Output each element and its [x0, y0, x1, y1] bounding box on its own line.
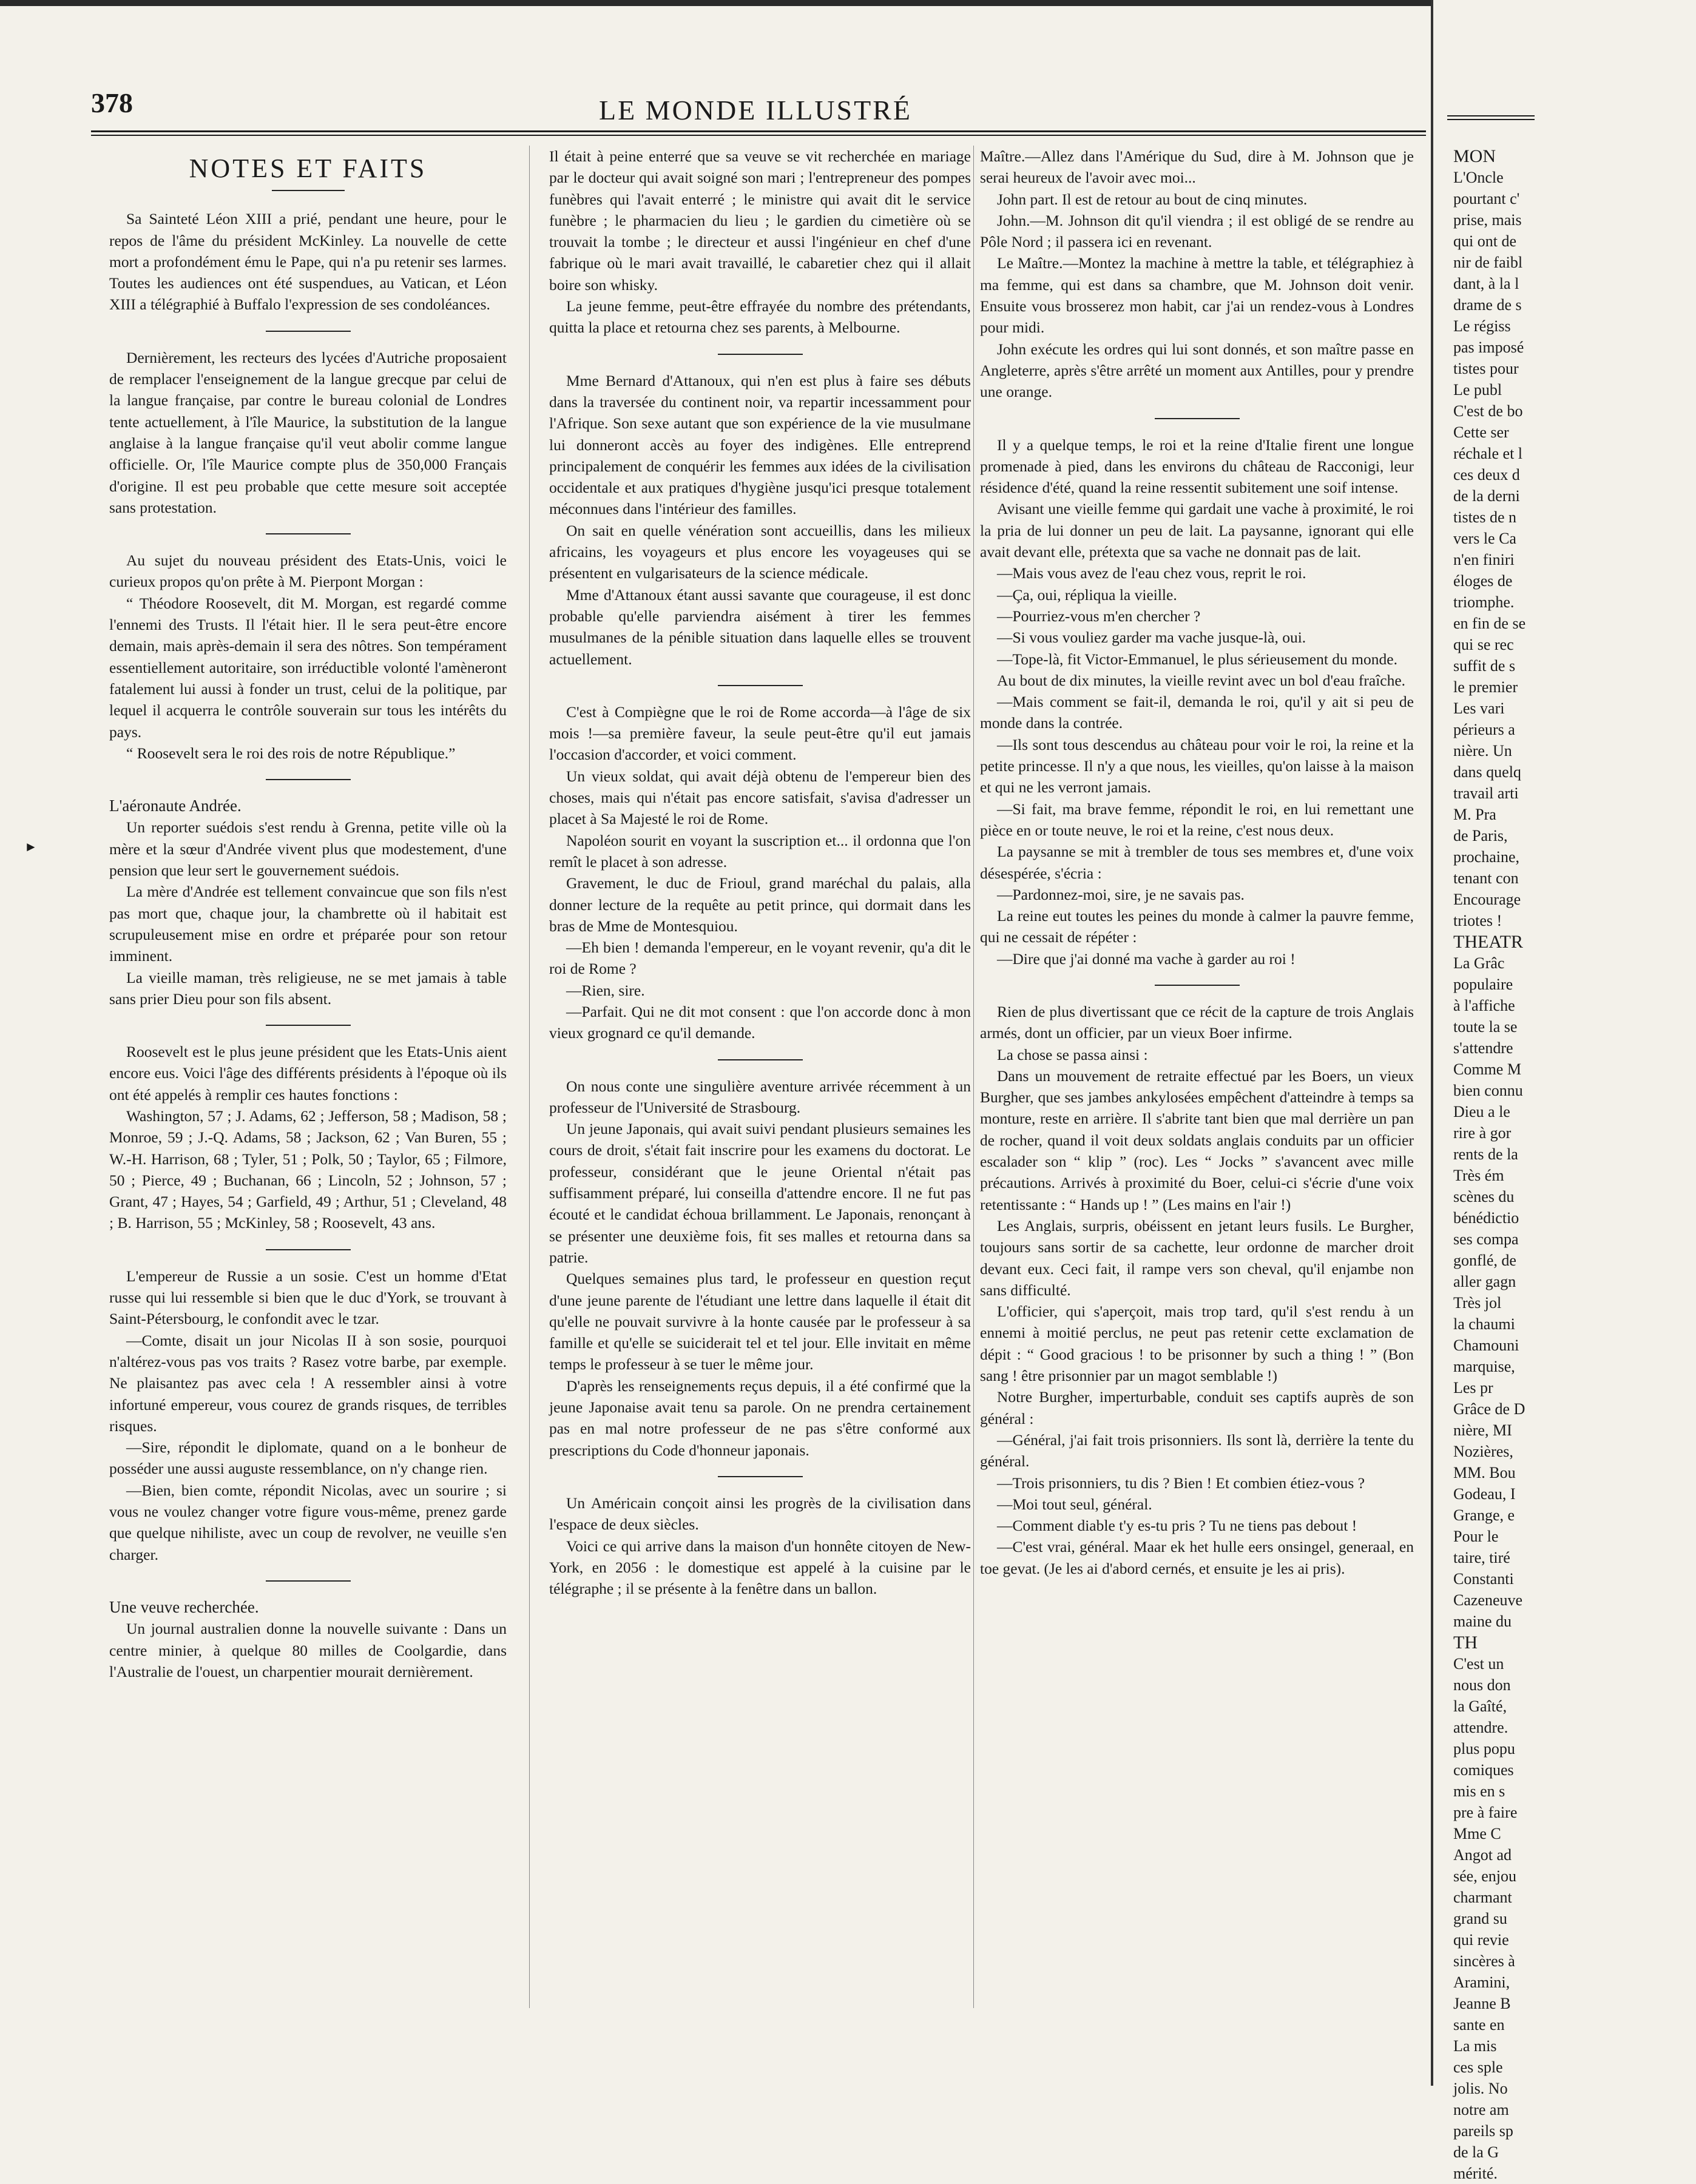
next-page-line: s'attendre: [1453, 1039, 1513, 1057]
paragraph: —Moi tout seul, général.: [997, 1495, 1152, 1513]
article-americain-cont: [980, 146, 1414, 403]
next-page-line: M. Pra: [1453, 806, 1496, 823]
next-page-line: bien connu: [1453, 1082, 1523, 1099]
margin-mark: ►: [24, 839, 38, 854]
paragraph: —Ils sont tous descendus au château pour voir le roi, la reine et la petite princesse. Il n'y a que nous, les vieilles, qu'on laisse à la maison et qui ne les verront jamais.: [980, 735, 1414, 797]
next-page-line: pareils sp: [1453, 2122, 1513, 2140]
next-page-line: pourtant c': [1453, 190, 1520, 207]
next-page-line: taire, tiré: [1453, 1549, 1510, 1566]
next-page-line: Grange, e: [1453, 1506, 1515, 1524]
next-page-line: qui se rec: [1453, 636, 1514, 653]
next-page-line: mérité.: [1453, 2165, 1498, 2182]
next-page-line: la Gaîté,: [1453, 1697, 1507, 1715]
next-page-line: Le régiss: [1453, 317, 1511, 335]
article-boer: [980, 1001, 1414, 1579]
paragraph: Dernièrement, les recteurs des lycées d'Autriche proposaient de remplacer l'enseignement de la langue grecque par celui de la langue française, par contre le bureau colonial de Londres tente actuellement, à l'île Maurice, la substitution de la langue anglaise à la langue française qu'il veut abolir comme langue officielle. Or, l'île Maurice compte plus de 350,000 Français d'origine. Il est peu probable que cette mesure soit acceptée sans protestation.: [109, 348, 507, 516]
next-page-line: sante en: [1453, 2016, 1505, 2034]
next-page-line: Constanti: [1453, 1570, 1514, 1588]
paragraph: Un journal australien donne la nouvelle suivante : Dans un centre minier, à quelque 80 milles de Coolgardie, dans l'Australie de l'ouest, un charpentier mourait dernièrement.: [109, 1620, 507, 1680]
paragraph: L'officier, qui s'aperçoit, mais trop tard, qu'il s'est rendu à un ennemi à moitié perclus, ne peut pas retenir cette exclamation de dépit : “ Good gracious ! to be prisonner by such a thing ! ” (Bon sang ! être prisonnier par un magot semblable !): [980, 1303, 1414, 1385]
next-page-line: mis en s: [1453, 1782, 1505, 1800]
next-page-heading: TH: [1453, 1633, 1478, 1653]
paragraph: John exécute les ordres qui lui sont donnés, et son maître passe en Angleterre, après s'être arrêté un moment aux Antilles, pour y prendre une orange.: [980, 340, 1414, 401]
paragraph: —Dire que j'ai donné ma vache à garder au roi !: [997, 949, 1296, 968]
column-1: [109, 146, 507, 1714]
paragraph: Gravement, le duc de Frioul, grand maréchal du palais, alla donner lecture de la requête au petit prince, qui dormait dans les bras de Mme de Montesquiou.: [549, 874, 971, 935]
article-widow-cont: [549, 146, 971, 339]
paragraph: —Trois prisonniers, tu dis ? Bien ! Et combien étiez-vous ?: [997, 1474, 1365, 1492]
next-page-line: pre à faire: [1453, 1804, 1518, 1821]
paragraph: L'empereur de Russie a un sosie. C'est un homme d'Etat russe qui lui ressemble si bien que le duc d'York, se trouvant à Saint-Pétersbourg, le confondit avec le tzar.: [109, 1267, 507, 1328]
next-page-line: dans quelq: [1453, 763, 1521, 781]
next-page-line: à l'affiche: [1453, 997, 1515, 1014]
paragraph: —Comte, disait un jour Nicolas II à son sosie, pourquoi n'altérez-vous pas vos traits ? Rasez votre barbe, par exemple. Ne plaisantez pas avec cela ! A ressembler ainsi à votre infortuné empereur, vous courez de grands risques, de terribles risques.: [109, 1331, 507, 1435]
paragraph: —Général, j'ai fait trois prisonniers. Ils sont là, derrière la tente du général.: [980, 1431, 1414, 1471]
next-page-line: Godeau, I: [1453, 1485, 1516, 1503]
paragraph: Au sujet du nouveau président des Etats-Unis, voici le curieux propos qu'on prête à M. Pierpont Morgan :: [109, 551, 507, 591]
paragraph: —Tope-là, fit Victor-Emmanuel, le plus sérieusement du monde.: [997, 650, 1397, 668]
paragraph: —Bien, bien comte, répondit Nicolas, avec un sourire ; si vous ne voulez changer votre figure vous-même, prenez garde que quelque nihiliste, avec un coup de revolver, ne veuille s'en charger.: [109, 1481, 507, 1563]
paragraph: La mère d'Andrée est tellement convaincue que son fils n'est pas mort que, chaque jour, la chambrette où il habitait est scrupuleusement mise en ordre et préparée pour son retour imminent.: [109, 883, 507, 965]
paragraph: La paysanne se mit à trembler de tous ses membres et, d'une voix désespérée, s'écria :: [980, 843, 1414, 882]
next-page-line: tistes pour: [1453, 360, 1519, 377]
next-page-line: périeurs a: [1453, 721, 1515, 738]
paragraph: Dans un mouvement de retraite effectué par les Boers, un vieux Burgher, que ses jambes ankylosées empêchent d'atteindre à temps sa monture, reste en arrière. Il s'abrite tant bien que mal derrière un pan de rocher, quand il voit deux soldats anglais conduits par un officier escalader son “ klip ” (roc). Les “ Jocks ” s'avancent avec mille précautions. Arrivés à proximité du Boer, celui-ci s'écrie d'une voix retentissante : “ Hands up ! ” (Les mains en l'air !): [980, 1067, 1414, 1213]
next-page-line: jolis. No: [1453, 2080, 1508, 2097]
next-page-line: de Paris,: [1453, 827, 1508, 844]
column-divider: [529, 146, 530, 2008]
next-page-line: La mis: [1453, 2037, 1497, 2055]
header-rule: [91, 130, 1426, 132]
paragraph: On sait en quelle vénération sont accueillis, dans les milieux africains, les voyageurs et plus encore les voyageuses qui se présentent en vulgarisateurs de la science médicale.: [549, 521, 971, 582]
next-page-line: nir de faibl: [1453, 254, 1523, 271]
paragraph: Il était à peine enterré que sa veuve se vit recherchée en mariage par le docteur qui avait soigné son mari ; l'entrepreneur des pompes funèbres qui l'avait enterré ; le ministre qui avait dit le service funèbre ; le pharmacien du lieu ; le gardien du cimetière où se trouvait la tombe ; le directeur et aussi l'ingénieur en chef d'une fabrique où le mari avait travaillé, le cabaretier chez qui il allait boire son whisky.: [549, 147, 971, 294]
next-page-line: Le publ: [1453, 381, 1502, 399]
next-page-line: prochaine,: [1453, 848, 1520, 866]
next-page-line: qui ont de: [1453, 232, 1516, 250]
page-header: [91, 82, 1420, 136]
paragraph: C'est à Compiègne que le roi de Rome accorda—à l'âge de six mois !—sa première faveur, la seule peut-être qu'il eut jamais l'occasion d'accorder, et voici comment.: [549, 703, 971, 764]
next-page-line: triomphe.: [1453, 593, 1515, 611]
paragraph: John.—M. Johnson dit qu'il viendra ; il est obligé de se rendre au Pôle Nord ; il passera ici en revenant.: [980, 211, 1414, 251]
article-pope: [109, 208, 507, 315]
next-page-line: maine du: [1453, 1613, 1512, 1630]
next-page-line: travail arti: [1453, 784, 1519, 802]
paragraph: La vieille maman, très religieuse, ne se met jamais à table sans prier Dieu pour son fils absent.: [109, 968, 507, 1008]
article-andree: [109, 795, 507, 1009]
next-page-sliver: [1453, 0, 1535, 2182]
next-page-line: Aramini,: [1453, 1973, 1510, 1991]
header-rule-thin: [91, 135, 1426, 136]
article-heading: L'aéronaute Andrée.: [109, 797, 242, 815]
next-page-line: sincères à: [1453, 1952, 1515, 1970]
next-page-line: éloges de: [1453, 572, 1513, 590]
article-morgan: [109, 550, 507, 764]
next-page-line: Cazeneuve: [1453, 1591, 1523, 1609]
paragraph: Voici ce qui arrive dans la maison d'un honnête citoyen de New-York, en 2056 : le domestique est appelé à la cuisine par le télégraphe ; il se présente à la fenêtre dans un ballon.: [549, 1537, 971, 1598]
next-page-line: dant, à la l: [1453, 275, 1519, 292]
page-top-edge: [0, 0, 1431, 6]
paragraph: Un jeune Japonais, qui avait suivi pendant plusieurs semaines les cours de droit, s'était fait inscrire pour les examens du doctorat. Le professeur, considérant que le jeune Oriental n'était pas suffisamment préparé, lui conseilla d'attendre encore. Il ne fut pas écouté et le candidat échoua brillamment. Le Japonais, renonçant à se présenter une deuxième fois, fit ses malles et retourna dans sa patrie.: [549, 1120, 971, 1266]
next-page-line: Pour le: [1453, 1528, 1499, 1545]
paragraph: Un reporter suédois s'est rendu à Grenna, petite ville où la mère et la sœur d'Andrée vivent plus que modestement, d'une pension que leur sert le gouvernement suédois.: [109, 818, 507, 880]
article-mauritius: [109, 347, 507, 518]
next-page-line: la chaumi: [1453, 1315, 1515, 1333]
next-page-line: de la G: [1453, 2143, 1499, 2161]
paragraph: “ Roosevelt sera le roi des rois de notre République.”: [126, 744, 456, 762]
next-page-line: scènes du: [1453, 1188, 1515, 1205]
next-page-line: C'est de bo: [1453, 402, 1523, 420]
next-page-line: vers le Ca: [1453, 530, 1516, 547]
next-page-line: Les pr: [1453, 1379, 1493, 1397]
paragraph: —Si fait, ma brave femme, répondit le roi, en lui remettant une pièce en or toute neuve, le roi et la reine, c'est nous deux.: [980, 800, 1414, 839]
paragraph: La chose se passa ainsi :: [997, 1045, 1148, 1063]
article-roi-italie: [980, 434, 1414, 969]
paragraph: Washington, 57 ; J. Adams, 62 ; Jefferson, 58 ; Madison, 58 ; Monroe, 59 ; J.-Q. Adams, 58 ; Jackson, 62 ; Van Buren, 55 ; W.-H. Harrison, 68 ; Tyler, 51 ; Polk, 50 ; Taylor, 65 ; Filmore, 50 ; Pierce, 49 ; Buchanan, 66 ; Lincoln, 52 ; Johnson, 57 ; Grant, 47 ; Hayes, 54 ; Garfield, 49 ; Arthur, 51 ; Cleveland, 48 ; B. Harrison, 55 ; McKinley, 58 ; Roosevelt, 43 ans.: [109, 1107, 507, 1232]
next-page-line: Cette ser: [1453, 423, 1509, 441]
next-page-line: nière, MI: [1453, 1421, 1512, 1439]
paragraph: Les Anglais, surpris, obéissent en jetant leurs fusils. Le Burgher, toujours sans sortir de sa cachette, leur ordonne de marcher droit devant eux. Ceci fait, il rampe vers son cheval, qu'il enjambe non sans difficulté.: [980, 1216, 1414, 1299]
page-fold-line: [1431, 0, 1433, 2086]
next-page-line: grand su: [1453, 1910, 1507, 1927]
next-page-line: MM. Bou: [1453, 1464, 1516, 1481]
paragraph: —Mais vous avez de l'eau chez vous, reprit le roi.: [997, 564, 1306, 582]
next-page-line: rents de la: [1453, 1145, 1518, 1163]
paragraph: Un vieux soldat, qui avait déjà obtenu de l'empereur bien des choses, mais qui n'était pas encore satisfait, s'avisa d'adresser un placet à Sa Majesté le roi de Rome.: [549, 767, 971, 828]
paragraph: —Eh bien ! demanda l'empereur, en le voyant revenir, qu'a dit le roi de Rome ?: [549, 939, 971, 978]
next-page-line: ses compa: [1453, 1230, 1519, 1248]
next-page-line: tistes de n: [1453, 508, 1516, 526]
paragraph: Le Maître.—Montez la machine à mettre la table, et télégraphiez à ma femme, qui est dans sa chambre, que M. Johnson doit venir. Ensuite vous brosserez mon habit, car j'ai un rendez-vous à Londres pour midi.: [980, 254, 1414, 337]
article-roi-de-rome: [549, 701, 971, 1044]
next-page-line: drame de s: [1453, 296, 1522, 314]
paragraph: Roosevelt est le plus jeune président que les Etats-Unis aient encore eus. Voici l'âge des différents présidents à l'époque où ils ont été appelés à remplir ces hautes fonctions :: [109, 1043, 507, 1104]
next-page-line: Très ém: [1453, 1167, 1504, 1184]
next-page-line: pas imposé: [1453, 339, 1524, 356]
paragraph: “ Théodore Roosevelt, dit M. Morgan, est regardé comme l'ennemi des Trusts. Il l'était hier. Il le sera peut-être encore demain, mais après-demain il sera des nôtres. Son tempérament essentiellement autoritaire, son irréductible volonté l'amèneront fatalement lui aussi à fonder un trust, celui de la politique, par lequel il acquerra le contrôle souverain sur tous les intérêts du pays.: [109, 594, 507, 741]
next-page-line: Mme C: [1453, 1825, 1501, 1842]
paragraph: —C'est vrai, général. Maar ek het hulle eers onsingel, generaal, en toe gevat. (Je les ai d'abord cernés, et ensuite je les ai pris).: [980, 1538, 1414, 1577]
next-page-line: aller gagn: [1453, 1273, 1516, 1290]
article-japonais: [549, 1076, 971, 1461]
next-page-line: La Grâc: [1453, 954, 1505, 972]
paragraph: Sa Sainteté Léon XIII a prié, pendant une heure, pour le repos de l'âme du président McKinley. La nouvelle de cette mort a profondément ému le Pape, qui n'a pu retenir ses larmes. Toutes les audiences ont été suspendues, au Vatican, et Léon XIII a télégraphié à Buffalo l'expression de ses condoléances.: [109, 210, 507, 314]
paragraph: —Mais comment se fait-il, demanda le roi, qu'il y ait si peu de monde dans la contrée.: [980, 693, 1414, 732]
paragraph: —Comment diable t'y es-tu pris ? Tu ne tiens pas debout !: [997, 1517, 1357, 1535]
next-page-line: le premier: [1453, 678, 1518, 696]
next-page-line: toute la se: [1453, 1018, 1518, 1036]
paragraph: —Ça, oui, répliqua la vieille.: [997, 585, 1177, 604]
paragraph: Avisant une vieille femme qui gardait une vache à proximité, le roi la pria de lui donner un peu de lait. La paysanne, ignorant qui elle avait devant elle, prétexta que sa vache ne donnait pas de lait.: [980, 500, 1414, 561]
next-page-line: prise, mais: [1453, 211, 1522, 229]
next-page-line: ces deux d: [1453, 466, 1520, 484]
column-divider: [973, 146, 974, 2008]
next-page-line: gonflé, de: [1453, 1252, 1516, 1269]
article-widow: [109, 1597, 507, 1682]
paragraph: —Si vous vouliez garder ma vache jusque-là, oui.: [997, 629, 1306, 647]
paragraph: Mme Bernard d'Attanoux, qui n'en est plus à faire ses débuts dans la traversée du continent noir, va repartir incessamment pour l'Afrique. Son sexe autant que son expérience de la vie musulmane lui donneront accès au foyer des indigènes. Elle entreprend principalement de conquérir les femmes aux idées de la civilisation occidentale et aux pratiques d'hygiène jusqu'ici presque totalement méconnues dans l'intérieur des familles.: [549, 371, 971, 518]
next-page-line: qui revie: [1453, 1931, 1509, 1949]
paragraph: Notre Burgher, imperturbable, conduit ses captifs auprès de son général :: [980, 1388, 1414, 1427]
next-page-line: comiques: [1453, 1761, 1514, 1779]
article-heading: Une veuve recherchée.: [109, 1597, 259, 1616]
paragraph: —Pourriez-vous m'en chercher ?: [997, 607, 1201, 625]
column-2: [549, 146, 971, 1631]
article-presidents: [109, 1041, 507, 1234]
next-page-line: C'est un: [1453, 1655, 1504, 1673]
section-title: NOTES ET FAITS: [189, 153, 427, 183]
paragraph: —Rien, sire.: [566, 981, 645, 999]
next-page-line: attendre.: [1453, 1719, 1508, 1736]
next-page-line: réchale et l: [1453, 445, 1523, 462]
next-page-text: [1453, 146, 1696, 2184]
paragraph: On nous conte une singulière aventure arrivée récemment à un professeur de l'Université de Strasbourg.: [549, 1077, 971, 1116]
article-americain: [549, 1492, 971, 1599]
next-page-line: bénédictio: [1453, 1209, 1519, 1227]
paragraph: La reine eut toutes les peines du monde à calmer la pauvre femme, qui ne cessait de répéter :: [980, 907, 1414, 946]
paragraph: Maître.—Allez dans l'Amérique du Sud, dire à M. Johnson que je serai heureux de l'avoir avec moi...: [980, 147, 1414, 187]
next-page-line: Dieu a le: [1453, 1103, 1510, 1121]
next-page-line: de la derni: [1453, 487, 1520, 505]
next-page-line: Jeanne B: [1453, 1995, 1511, 2012]
paragraph: —Parfait. Qui ne dit mot consent : que l'on accorde donc à mon vieux grognard ce qu'il demande.: [549, 1002, 971, 1042]
paragraph: Napoléon sourit en voyant la suscription et... il ordonna que l'on remît le placet à son adresse.: [549, 831, 971, 871]
next-page-line: marquise,: [1453, 1358, 1515, 1375]
next-page-line: ces sple: [1453, 2058, 1503, 2076]
next-page-line: Encourage: [1453, 891, 1521, 908]
next-page-line: populaire: [1453, 976, 1513, 993]
next-page-line: nous don: [1453, 1676, 1511, 1694]
paragraph: Il y a quelque temps, le roi et la reine d'Italie firent une longue promenade à pied, dans les environs du château de Racconigi, leur résidence d'été, quand la reine ressentit subitement une soif intense.: [980, 436, 1414, 497]
next-page-line: Les vari: [1453, 699, 1505, 717]
paragraph: D'après les renseignements reçus depuis, il a été confirmé que la jeune Japonaise avait tenu sa parole. On ne prendra certainement pas en mal notre professeur de ne pas s'être conformé aux prescriptions du Code d'honneur japonais.: [549, 1377, 971, 1459]
next-page-line: tenant con: [1453, 869, 1519, 887]
paragraph: Mme d'Attanoux étant aussi savante que courageuse, il est donc probable qu'elle parviendra aisément à tirer les femmes musulmanes de la pénible situation dans laquelle elles se trouvent actuellement.: [549, 585, 971, 668]
next-page-heading: THEATR: [1453, 932, 1523, 952]
paragraph: La jeune femme, peut-être effrayée du nombre des prétendants, quitta la place et retourna chez ses parents, à Melbourne.: [549, 297, 971, 337]
column-3: [980, 146, 1414, 1611]
next-page-line: suffit de s: [1453, 657, 1516, 675]
paragraph: —Pardonnez-moi, sire, je ne savais pas.: [997, 885, 1245, 903]
next-page-line: charmant: [1453, 1889, 1512, 1906]
masthead: LE MONDE ILLUSTRÉ: [598, 95, 913, 126]
next-page-line: L'Oncle: [1453, 169, 1504, 186]
paragraph: Quelques semaines plus tard, le professeur en question reçut d'une jeune parente de l'étudiant une lettre dans laquelle il était dit qu'elle ne pouvait survivre à la honte causée par le professeur à sa famille et qu'elle se suiciderait tel et tel jour. Elle invitait en même temps le professeur à se tuer le même jour.: [549, 1270, 971, 1373]
next-page-line: plus popu: [1453, 1740, 1515, 1758]
next-page-line: Angot ad: [1453, 1846, 1512, 1864]
next-page-line: n'en finiri: [1453, 551, 1515, 568]
next-page-line: rire à gor: [1453, 1124, 1512, 1142]
next-page-line: Chamouni: [1453, 1336, 1519, 1354]
article-tsar: [109, 1266, 507, 1565]
next-page-line: Comme M: [1453, 1060, 1521, 1078]
next-page-line: en fin de se: [1453, 615, 1526, 632]
next-page-line: Nozières,: [1453, 1443, 1513, 1460]
article-attanoux: [549, 370, 971, 670]
next-page-line: triotes !: [1453, 912, 1502, 929]
next-page-line: sée, enjou: [1453, 1867, 1516, 1885]
paragraph: John part. Il est de retour au bout de cinq minutes.: [997, 190, 1308, 208]
next-page-line: Grâce de D: [1453, 1400, 1525, 1418]
paragraph: Un Américain conçoit ainsi les progrès de la civilisation dans l'espace de deux siècles.: [549, 1494, 971, 1534]
page-number: 378: [91, 87, 133, 118]
paragraph: Au bout de dix minutes, la vieille revint avec un bol d'eau fraîche.: [997, 671, 1406, 689]
next-page-heading: MON: [1453, 146, 1496, 166]
next-page-line: Très jol: [1453, 1294, 1502, 1312]
next-page-line: nière. Un: [1453, 742, 1512, 760]
paragraph: —Sire, répondit le diplomate, quand on a le bonheur de posséder une aussi auguste ressemblance, on n'y change rien.: [109, 1438, 507, 1478]
title-rule: [272, 190, 345, 191]
paragraph: Rien de plus divertissant que ce récit de la capture de trois Anglais armés, dont un officier, par un vieux Boer infirme.: [980, 1002, 1414, 1042]
next-page-line: notre am: [1453, 2101, 1509, 2118]
